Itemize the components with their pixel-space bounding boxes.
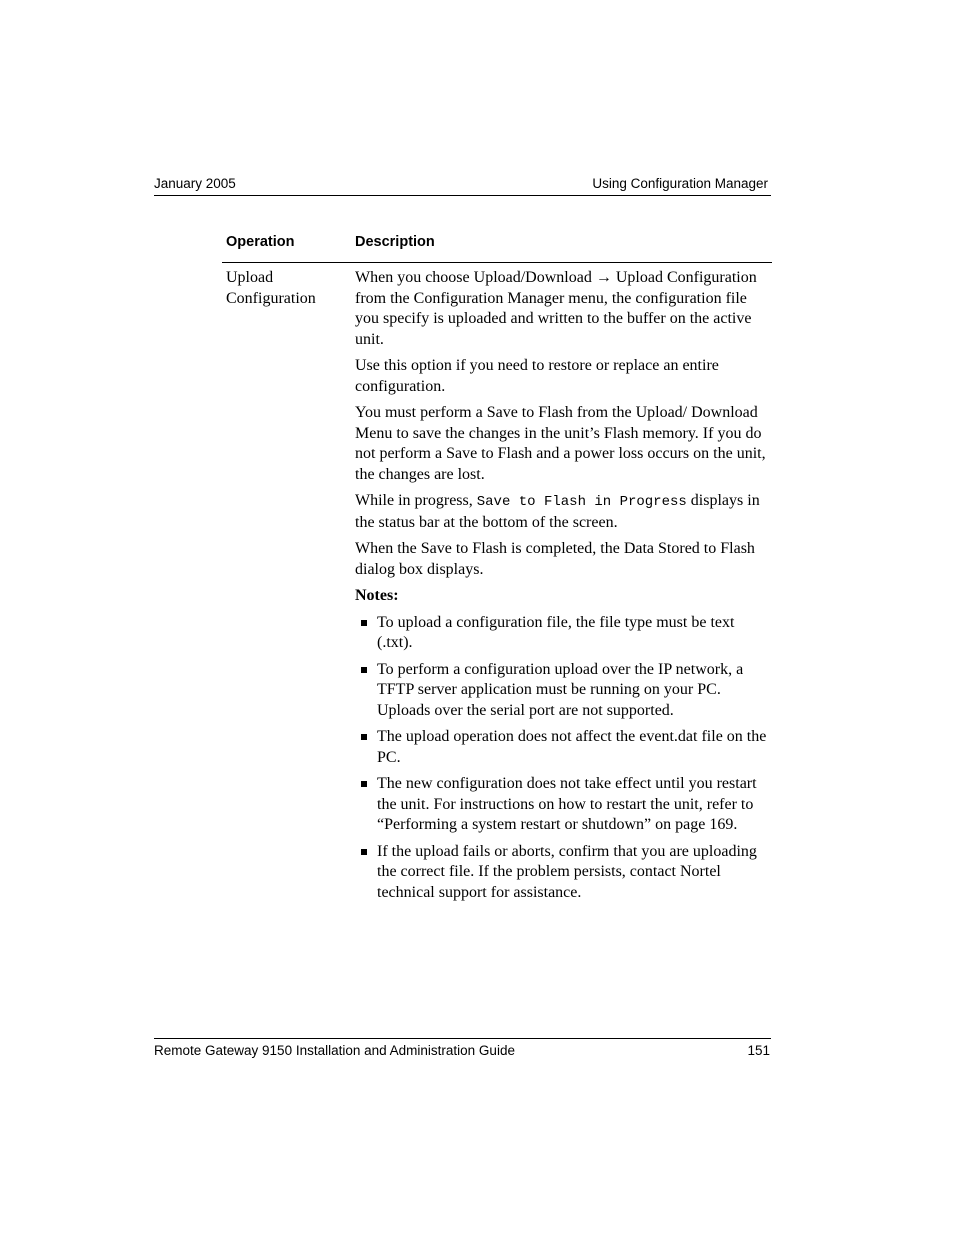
description-paragraph xyxy=(355,491,770,533)
page-number: 151 xyxy=(747,1043,770,1058)
table-header-row xyxy=(222,233,772,263)
bullet-square-icon xyxy=(361,734,367,740)
running-footer xyxy=(154,1038,771,1061)
notes-list xyxy=(355,613,770,904)
description-paragraph: Use this option if you need to restore or replace an entire configuration. xyxy=(355,357,719,395)
running-header xyxy=(154,175,771,196)
description-paragraph: When the Save to Flash is completed, the Data Stored to Flash dialog box displays. xyxy=(355,540,755,578)
note-text: To upload a configuration file, the file type must be text (.txt). xyxy=(377,613,735,651)
bullet-square-icon xyxy=(361,781,367,787)
status-message-code: Save to Flash in Progress xyxy=(476,494,687,510)
list-item xyxy=(355,613,770,654)
notes-label: Notes: xyxy=(355,587,399,604)
operations-table xyxy=(222,233,772,901)
list-item xyxy=(355,774,770,836)
list-item xyxy=(355,660,770,722)
header-date: January 2005 xyxy=(154,176,236,191)
note-text: If the upload fails or aborts, confirm that you are uploading the correct file. If the problem persists, contact Nortel technical support for assistance. xyxy=(377,842,757,901)
progress-text-suffix: displays in the status bar at the bottom of the screen. xyxy=(355,492,760,531)
description-paragraph: You must perform a Save to Flash from the Upload/ Download Menu to save the changes in the unit’s Flash memory. If you do not perform a Save to Flash and a power loss occurs on the unit, the changes are lost. xyxy=(355,404,766,483)
column-header-description: Description xyxy=(355,234,435,250)
note-text: The new configuration does not take effect until you restart the unit. For instructions on how to restart the unit, refer to “Performing a system restart or shutdown” on page 169. xyxy=(377,775,757,833)
note-text: To perform a configuration upload over the IP network, a TFTP server application must be running on your PC. Uploads over the serial port are not supported. xyxy=(377,660,744,719)
footer-guide-title: Remote Gateway 9150 Installation and Administration Guide xyxy=(154,1043,515,1058)
bullet-square-icon xyxy=(361,849,367,855)
progress-text-prefix: While in progress, xyxy=(355,492,477,509)
operation-cell: Upload Configuration xyxy=(226,269,316,307)
bullet-square-icon xyxy=(361,620,367,626)
column-header-operation: Operation xyxy=(226,234,295,250)
list-item xyxy=(355,727,770,768)
description-paragraph: When you choose Upload/Download → Upload Configuration from the Configuration Manager menu, the configuration file you specify is uploaded and written to the buffer on the active unit. xyxy=(355,269,757,348)
list-item xyxy=(355,842,770,904)
description-cell xyxy=(355,268,770,909)
bullet-square-icon xyxy=(361,667,367,673)
note-text: The upload operation does not affect the event.dat file on the PC. xyxy=(377,728,767,766)
header-section-title: Using Configuration Manager xyxy=(592,176,768,191)
